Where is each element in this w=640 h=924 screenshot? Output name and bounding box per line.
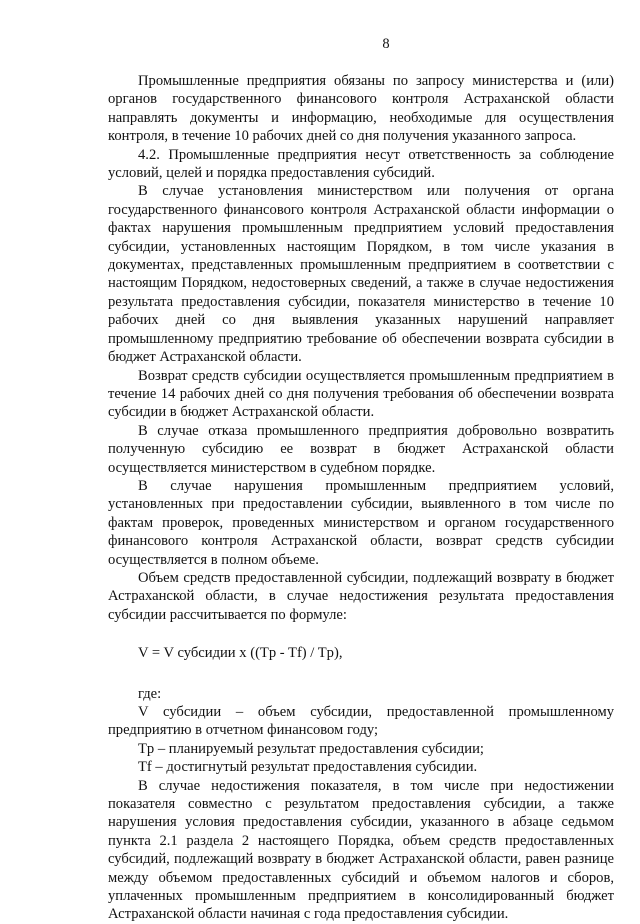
paragraph-responsibility: 4.2. Промышленные предприятия несут ответственность за соблюдение условий, целей и порядка предоставления субсидий.: [108, 146, 614, 182]
paragraph-full-return: В случае нарушения промышленным предприятием условий, установленных при предоставлении субсидии, выявленного в том числе по фактам проверок, проведенных министерством и органом государственного финансового контроля Астраханской области, возврат средств субсидии осуществляется в полном объеме.: [108, 477, 614, 568]
definition-tp: Tp – планируемый результат предоставления субсидии;: [138, 740, 484, 757]
page-number: 8: [382, 36, 390, 52]
paragraph-formula-intro: Объем средств предоставленной субсидии, подлежащий возврату в бюджет Астраханской области, в случае недостижения результата предоставления субсидии рассчитывается по формуле:: [108, 569, 614, 623]
document-body: [108, 72, 614, 924]
definition-tf: Tf – достигнутый результат предоставления субсидии.: [138, 759, 478, 776]
paragraph-court-return: В случае отказа промышленного предприятия добровольно возвратить полученную субсидию ее возврат в бюджет Астраханской области осуществляется министерством в судебном порядке.: [108, 422, 614, 476]
paragraph-control-obligation: Промышленные предприятия обязаны по запросу министерства и (или) органов государственного финансового контроля Астраханской области направлять документы и информацию, необходимые для осуществления контроля, в течение 10 рабочих дней со дня получения указанного запроса.: [108, 73, 614, 145]
paragraph-return-term: Возврат средств субсидии осуществляется промышленным предприятием в течение 14 рабочих дней со дня получения требования об обеспечении возврата субсидии в бюджет Астраханской области.: [108, 367, 614, 421]
return-formula: V = V субсидии x ((Tp - Tf) / Tp),: [138, 645, 343, 662]
paragraph-final-calculation: В случае недостижения показателя, в том числе при недостижении показателя совместно с результатом предоставления субсидии, а также нарушения условия предоставления субсидии, указанного в абзаце седьмом пункта 2.1 раздела 2 настоящего Порядка, объем средств предоставленных субсидий, подлежащий возврату в бюджет Астраханской области, равен разнице между объемом предоставленных субсидий и объемом налогов и сборов, уплаченных промышленным предприятием в консолидированный бюджет Астраханской области начиная с года предоставления субсидии.: [108, 777, 614, 923]
where-label: где:: [138, 685, 162, 702]
paragraph-violation-requirement: В случае установления министерством или получения от органа государственного финансового контроля Астраханской области информации о фактах нарушения промышленным предприятием условий предоставления субсидии, установленных настоящим Порядком, в том числе указания в документах, представленных промышленным предприятием в соответствии с настоящим Порядком, недостоверных сведений, а также в случае недостижения результата предоставления субсидии, показателя министерство в течение 10 рабочих дней со дня выявления указанных нарушений направляет промышленному предприятию требование об обеспечении возврата субсидии в бюджет Астраханской области.: [108, 183, 614, 366]
definition-v-subsidy: V субсидии – объем субсидии, предоставленной промышленному предприятию в отчетном финансовом году;: [108, 704, 614, 739]
